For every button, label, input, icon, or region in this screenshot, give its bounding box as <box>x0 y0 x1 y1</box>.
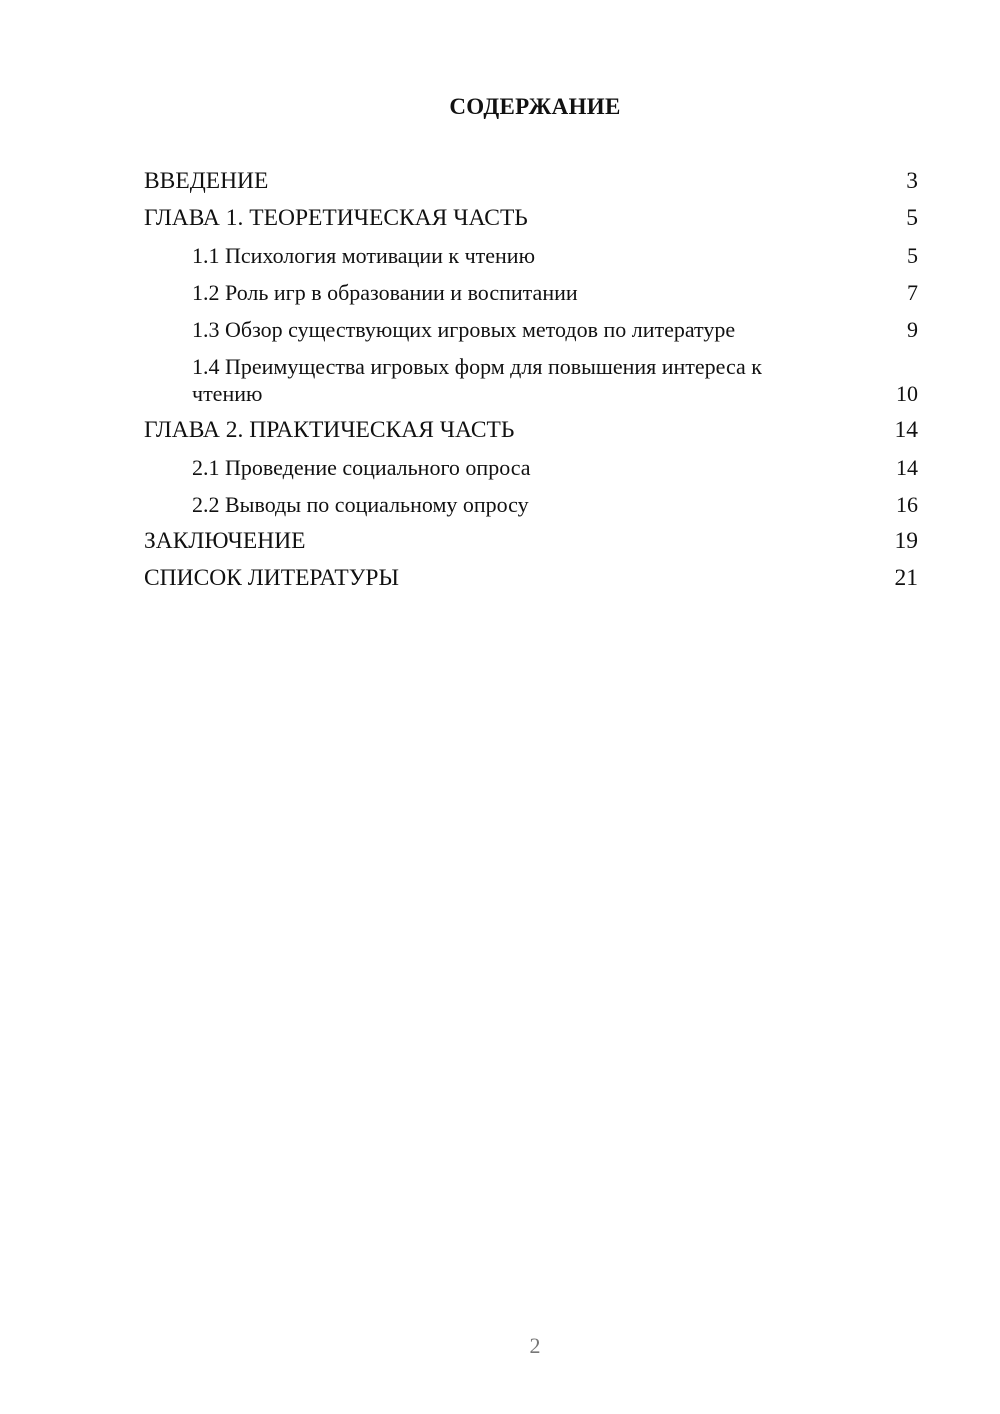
toc-entry-text: ВВЕДЕНИЕ <box>144 168 269 194</box>
toc-entry-page: 19 <box>894 528 918 554</box>
toc-entry-section-2-1[interactable] <box>144 454 918 481</box>
toc-entry-page: 5 <box>906 205 918 231</box>
toc-entry-chapter-1[interactable] <box>144 205 918 232</box>
page-title: СОДЕРЖАНИЕ <box>449 94 621 119</box>
toc-entry-references[interactable] <box>144 565 918 592</box>
toc-entry-section-1-3[interactable] <box>144 316 918 343</box>
page-number: 2 <box>529 1333 541 1358</box>
toc-entry-chapter-2[interactable] <box>144 417 918 444</box>
toc-entry-text: 1.1 Психология мотивации к чтению <box>192 243 536 268</box>
toc-entry-text: 1.4 Преимущества игровых форм для повышения интереса к чтению <box>192 354 762 406</box>
toc-entry-text: ЗАКЛЮЧЕНИЕ <box>144 528 306 554</box>
toc-entry-text: 2.2 Выводы по социальному опросу <box>192 492 529 517</box>
toc-entry-page: 3 <box>906 168 918 194</box>
toc-entry-text: 1.3 Обзор существующих игровых методов по литературе <box>192 317 736 342</box>
toc-entry-text: ГЛАВА 2. ПРАКТИЧЕСКАЯ ЧАСТЬ <box>144 417 515 443</box>
toc-entry-page: 5 <box>907 243 918 268</box>
toc-entry-text: ГЛАВА 1. ТЕОРЕТИЧЕСКАЯ ЧАСТЬ <box>144 205 528 231</box>
toc-entry-text: СПИСОК ЛИТЕРАТУРЫ <box>144 565 399 591</box>
toc-entry-page: 10 <box>896 381 918 406</box>
toc-entry-page: 16 <box>896 492 918 517</box>
toc-entry-section-1-2[interactable] <box>144 279 918 306</box>
toc-entry-text: 1.2 Роль игр в образовании и воспитании <box>192 280 578 305</box>
toc-entry-conclusion[interactable] <box>144 528 918 555</box>
toc-entry-section-1-4[interactable] <box>144 353 918 407</box>
toc-entry-section-2-2[interactable] <box>144 491 918 518</box>
table-of-contents <box>144 168 918 602</box>
toc-entry-section-1-1[interactable] <box>144 242 918 269</box>
toc-entry-page: 14 <box>896 455 918 480</box>
toc-entry-page: 9 <box>907 317 918 342</box>
toc-entry-page: 21 <box>894 565 918 591</box>
toc-entry-page: 14 <box>894 417 918 443</box>
toc-entry-page: 7 <box>907 280 918 305</box>
toc-entry-text: 2.1 Проведение социального опроса <box>192 455 531 480</box>
toc-entry-introduction[interactable] <box>144 168 918 195</box>
